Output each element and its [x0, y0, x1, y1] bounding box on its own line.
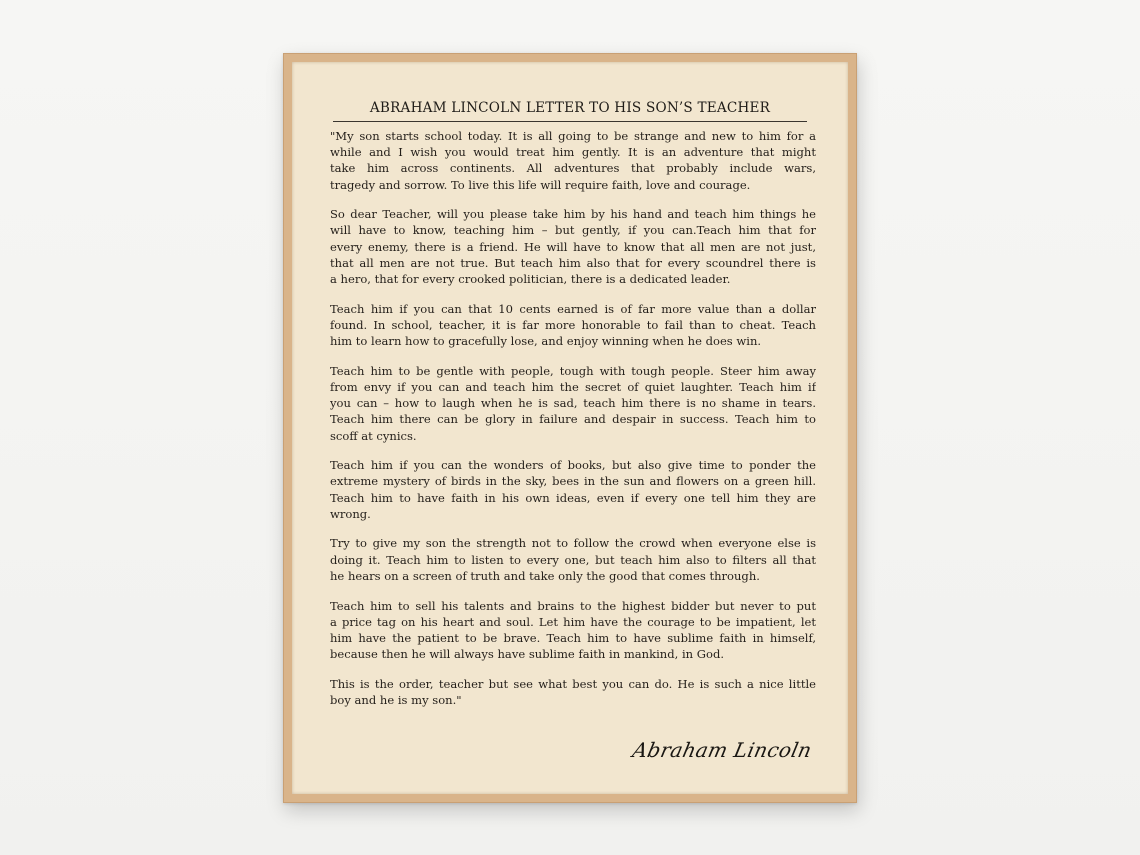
letter-line: boy and he is my son."	[330, 692, 462, 707]
poster-title: ABRAHAM LINCOLN LETTER TO HIS SON’S TEACHER	[369, 100, 771, 116]
letter-paragraph	[330, 301, 816, 350]
letter-line: you can – how to laugh when he is sad, teach him there is no shame in tears.	[330, 396, 816, 411]
letter-line: Teach him to sell his talents and brains to the highest bidder but never to put	[330, 598, 816, 613]
letter-line: him have the patient to be brave. Teach him to have sublime faith in himself,	[330, 630, 816, 645]
letter-line: because then he will always have sublime faith in mankind, in God.	[330, 647, 725, 662]
letter-line: that all men are not true. But teach him also that for every scoundrel there is	[330, 255, 816, 270]
letter-line: Teach him to have faith in his own ideas, even if every one tell him they are	[330, 490, 816, 505]
letter-line: will have to know, teaching him – but gently, if you can.Teach him that for	[330, 223, 816, 238]
oak-picture-frame	[283, 53, 857, 803]
title-divider	[333, 121, 807, 122]
letter-line: So dear Teacher, will you please take him by his hand and teach him things he	[330, 207, 816, 222]
letter-paragraph	[330, 128, 816, 193]
letter-line: take him across continents. All adventures that probably include wars,	[330, 161, 816, 176]
letter-line: a hero, that for every crooked politician, there is a dedicated leader.	[330, 272, 731, 286]
letter-line: from envy if you can and teach him the secret of quiet laughter. Teach him if	[330, 379, 816, 394]
letter-line: doing it. Teach him to listen to every one, but teach him also to filters all that	[330, 552, 816, 567]
letter-line: while and I wish you would treat him gently. It is an adventure that might	[330, 145, 816, 160]
letter-line: him to learn how to gracefully lose, and enjoy winning when he does win.	[330, 334, 762, 349]
letter-paragraph	[330, 676, 816, 708]
letter-body	[330, 128, 816, 722]
letter-line: a price tag on his heart and soul. Let him have the courage to be impatient, let	[330, 614, 816, 629]
signature: Abraham Lincoln	[630, 738, 814, 762]
letter-paragraph	[330, 363, 816, 444]
letter-line: Teach him if you can that 10 cents earned is of far more value than a dollar	[330, 301, 816, 316]
letter-paragraph	[330, 598, 816, 663]
letter-line: scoff at cynics.	[330, 428, 417, 443]
letter-line: he hears on a screen of truth and take only the good that comes through.	[330, 568, 760, 583]
letter-line: "My son starts school today. It is all going to be strange and new to him for a	[330, 129, 816, 143]
letter-paragraph	[330, 206, 816, 287]
letter-line: extreme mystery of birds in the sky, bees in the sun and flowers on a green hill.	[330, 474, 816, 489]
letter-line: This is the order, teacher but see what best you can do. He is such a nice little	[330, 676, 816, 691]
letter-line: Teach him if you can the wonders of books, but also give time to ponder the	[330, 458, 816, 473]
letter-line: wrong.	[330, 506, 371, 521]
poster-paper	[292, 62, 848, 794]
letter-paragraph	[330, 535, 816, 584]
letter-line: every enemy, there is a friend. He will have to know that all men are not just,	[330, 239, 816, 254]
letter-line: Teach him there can be glory in failure and despair in success. Teach him to	[330, 412, 816, 427]
letter-line: Try to give my son the strength not to follow the crowd when everyone else is	[330, 536, 816, 551]
letter-line: found. In school, teacher, it is far more honorable to fail than to cheat. Teach	[330, 317, 816, 332]
letter-paragraph	[330, 457, 816, 522]
letter-line: Teach him to be gentle with people, tough with tough people. Steer him away	[330, 363, 816, 378]
letter-line: tragedy and sorrow. To live this life will require faith, love and courage.	[330, 177, 751, 192]
